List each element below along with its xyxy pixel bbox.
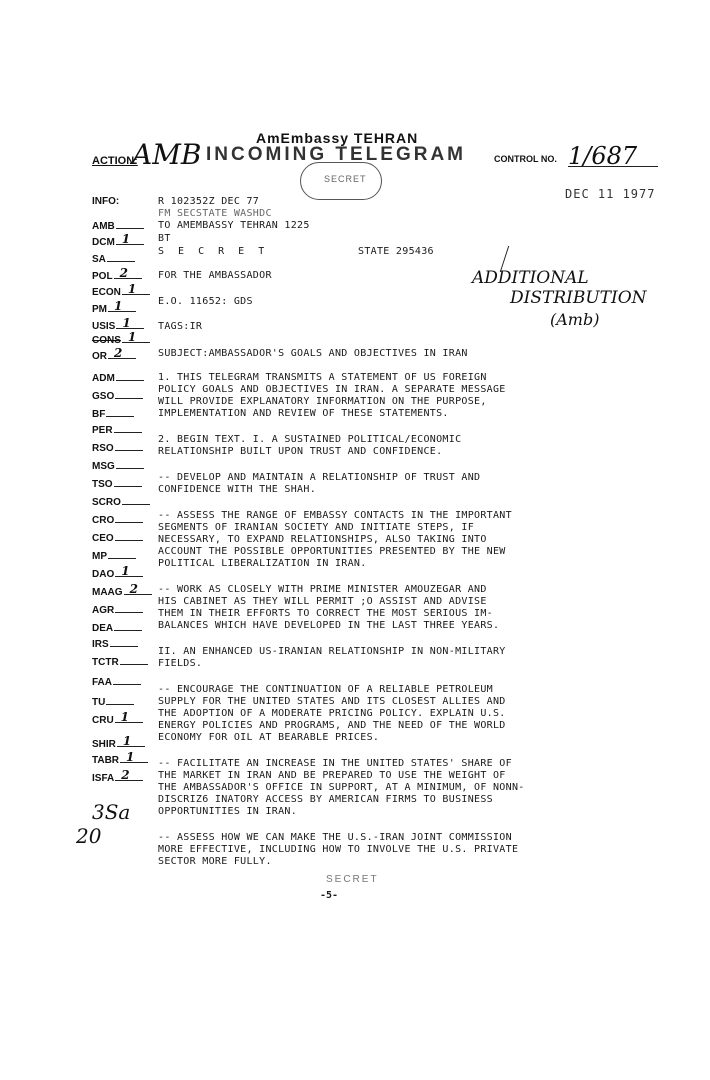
footer-classification-stamp: SECRET [326,874,379,885]
body-line: 1. THIS TELEGRAM TRANSMITS A STATEMENT OF US FOREIGN [158,372,487,383]
body-line: -- DEVELOP AND MAINTAIN A RELATIONSHIP OF TRUST AND [158,472,481,483]
routing-code: ISFA [92,773,115,784]
action-handwritten: AMB [132,138,202,171]
routing-line [116,232,144,246]
routing-code: TABR [92,755,120,766]
routing-item [92,582,152,598]
routing-item [92,196,119,207]
routing-item [92,253,135,265]
routing-line [115,604,143,613]
routing-item [92,622,142,634]
body-line: 2. BEGIN TEXT. I. A SUSTAINED POLITICAL/ECONOMIC [158,434,462,445]
routing-code: USIS [92,321,116,332]
routing-code: ECON [92,287,121,298]
body-line: SUPPLY FOR THE UNITED STATES AND ITS CLOSEST ALLIES AND [158,696,506,707]
body-line: WILL PROVIDE EXPLANATORY INFORMATION ON THE PURPOSE, [158,396,487,407]
routing-code: ADM [92,373,115,384]
routing-line [114,478,142,487]
routing-mark: 2 [119,266,128,280]
from-line: FM SECSTATE WASHDC [158,208,272,219]
routing-item [92,316,144,332]
routing-item [92,408,134,420]
routing-code: OR [92,351,107,362]
classification-stamp-text: SECRET [324,174,367,184]
routing-code: MAAG [92,587,123,598]
routing-code: TSO [92,479,113,490]
routing-item [92,442,143,454]
routing-line [122,496,150,505]
routing-item [92,550,136,562]
routing-mark: 1 [127,330,137,344]
routing-code: CEO [92,533,114,544]
routing-item [92,390,143,402]
body-line: POLICY GOALS AND OBJECTIVES IN IRAN. A SEPARATE MESSAGE [158,384,506,395]
routing-mark: 1 [121,232,131,246]
routing-item [92,299,136,315]
routing-line [115,390,143,399]
routing-line [107,253,135,262]
body-line: ECONOMY FOR OIL AT BEARABLE PRICES. [158,732,380,743]
routing-line [106,696,134,705]
routing-line [114,622,142,631]
routing-item [92,220,144,232]
body-line: -- ASSESS HOW WE CAN MAKE THE U.S.-IRAN JOINT COMMISSION [158,832,512,843]
routing-code: CONS [92,335,121,346]
routing-line [108,550,136,559]
routing-mark: 1 [121,564,130,578]
routing-item [92,768,143,784]
routing-code: TCTR [92,657,119,668]
routing-line [115,532,143,541]
routing-line [114,424,142,433]
routing-line [108,346,136,360]
handwritten-amb: (Amb) [550,310,600,329]
body-line: MORE EFFECTIVE, INCLUDING HOW TO INVOLVE THE U.S. PRIVATE [158,844,519,855]
body-line: RELATIONSHIP BUILT UPON TRUST AND CONFIDENCE. [158,446,443,457]
handwritten-margin-number: 20 [76,824,102,848]
body-line: IMPLEMENTATION AND REVIEW OF THESE STATEMENTS. [158,408,449,419]
routing-code: INFO: [92,196,120,207]
body-line: NECESSARY, TO EXPAND RELATIONSHIPS, ALSO TAKING INTO [158,534,487,545]
routing-line [115,710,143,724]
routing-item [92,514,143,526]
routing-item [92,346,136,362]
body-line: THE AMBASSADOR'S OFFICE IN SUPPORT, AT A MINIMUM, OF NONN- [158,782,525,793]
routing-mark: 2 [114,346,123,360]
to-line: TO AMEMBASSY TEHRAN 1225 [158,220,310,231]
routing-code: AGR [92,605,115,616]
routing-mark: 1 [122,734,132,748]
routing-code: FAA [92,677,112,688]
telegram-title: INCOMING TELEGRAM [206,144,466,165]
routing-code: DAO [92,569,115,580]
routing-code: IRS [92,639,109,650]
eo-line: E.O. 11652: GDS [158,296,253,307]
routing-item [92,232,144,248]
routing-item [92,424,142,436]
precedence-line: R 102352Z DEC 77 [158,196,260,207]
body-line: CONFIDENCE WITH THE SHAH. [158,484,317,495]
body-line: THEM IN THEIR EFFORTS TO CORRECT THE MOST SERIOUS IM- [158,608,493,619]
routing-line [116,372,144,381]
routing-mark: 2 [129,582,138,596]
body-line: OPPORTUNITIES IN IRAN. [158,806,298,817]
routing-code: GSO [92,391,115,402]
routing-line [120,656,148,665]
action-label: ACTION: [92,155,138,167]
routing-code: PER [92,425,113,436]
continuation-handwritten: 1/687 [568,142,638,170]
routing-item [92,266,142,282]
body-line: THE ADOPTION OF A MODERATE PRICING POLICY. EXPLAIN U.S. [158,708,506,719]
routing-code: RSO [92,443,114,454]
routing-item [92,676,141,688]
routing-line [108,299,136,313]
routing-line [120,750,148,764]
body-line: -- WORK AS CLOSELY WITH PRIME MINISTER AMOUZEGAR AND [158,584,487,595]
handwritten-additional: ADDITIONAL [472,268,589,288]
routing-line [106,408,134,417]
routing-code: MSG [92,461,115,472]
body-line: II. AN ENHANCED US-IRANIAN RELATIONSHIP IN NON-MILITARY [158,646,506,657]
body-line: BALANCES WHICH HAVE DEVELOPED IN THE LAST THREE YEARS. [158,620,500,631]
state-reference: STATE 295436 [358,246,434,257]
routing-code: BF [92,409,106,420]
routing-item [92,750,148,766]
routing-item [92,638,138,650]
routing-item [92,478,142,490]
continuation-label: CONTROL NO. [494,154,557,164]
routing-line [122,330,150,344]
routing-line [115,514,143,523]
routing-item [92,734,145,750]
routing-mark: 1 [122,316,131,330]
date-stamp: DEC 11 1977 [565,187,656,201]
embassy-header: AmEmbassy TEHRAN [256,130,419,146]
routing-line [113,676,141,685]
body-line: SEGMENTS OF IRANIAN SOCIETY AND INITIATE STEPS, IF [158,522,475,533]
routing-line [110,638,138,647]
subject-line: SUBJECT:AMBASSADOR'S GOALS AND OBJECTIVES IN IRAN [158,348,468,359]
body-line: ACCOUNT THE POSSIBLE OPPORTUNITIES PRESENTED BY THE NEW [158,546,506,557]
routing-mark: 1 [114,299,123,313]
body-line: -- FACILITATE AN INCREASE IN THE UNITED STATES' SHARE OF [158,758,512,769]
routing-line [115,564,143,578]
routing-item [92,460,144,472]
page-number: -5- [320,890,339,901]
routing-line [122,282,150,296]
routing-code: CRU [92,715,114,726]
body-line: -- ENCOURAGE THE CONTINUATION OF A RELIABLE PETROLEUM [158,684,493,695]
routing-item [92,564,143,580]
body-line: ENERGY POLICIES AND PROGRAMS, AND THE NEED OF THE WORLD [158,720,506,731]
routing-item [92,330,150,346]
bt-line: BT [158,233,171,244]
routing-code: MP [92,551,107,562]
routing-item [92,532,143,544]
routing-code: AMB [92,221,115,232]
routing-line [114,266,142,280]
routing-line [116,220,144,229]
routing-line [116,316,144,330]
routing-item [92,372,144,384]
body-line: FIELDS. [158,658,203,669]
routing-code: POL [92,271,113,282]
routing-code: PM [92,304,107,315]
routing-mark: 1 [126,750,135,764]
body-line: SECTOR MORE FULLY. [158,856,272,867]
body-line: HIS CABINET AS THEY WILL PERMIT ;O ASSIST AND ADVISE [158,596,487,607]
body-line: THE MARKET IN IRAN AND BE PREPARED TO USE THE WEIGHT OF [158,770,506,781]
routing-line [115,442,143,451]
routing-code: SA [92,254,106,265]
routing-item [92,656,148,668]
handwritten-distribution: DISTRIBUTION [510,288,647,308]
routing-mark: 2 [121,768,130,782]
body-line: -- ASSESS THE RANGE OF EMBASSY CONTACTS IN THE IMPORTANT [158,510,512,521]
routing-code: TU [92,697,106,708]
routing-line [115,768,143,782]
routing-item [92,710,143,726]
body-line: POLITICAL LIBERALIZATION IN IRAN. [158,558,367,569]
routing-code: DEA [92,623,114,634]
routing-mark: 1 [120,710,130,724]
routing-line [117,734,145,748]
for-line: FOR THE AMBASSADOR [158,270,272,281]
routing-item [92,696,134,708]
routing-item [92,604,143,616]
routing-code: SCRO [92,497,121,508]
handwritten-margin-note: 3Sa [92,800,131,824]
routing-item [92,496,150,508]
body-line: DISCRIZ6 INATORY ACCESS BY AMERICAN FIRMS TO BUSINESS [158,794,493,805]
routing-mark: 1 [127,282,137,296]
tags-line: TAGS:IR [158,321,203,332]
routing-code: CRO [92,515,115,526]
routing-line [116,460,144,469]
classification-line: S E C R E T [158,246,269,257]
routing-code: DCM [92,237,115,248]
routing-line [124,582,152,596]
routing-code: SHIR [92,739,116,750]
routing-item [92,282,150,298]
